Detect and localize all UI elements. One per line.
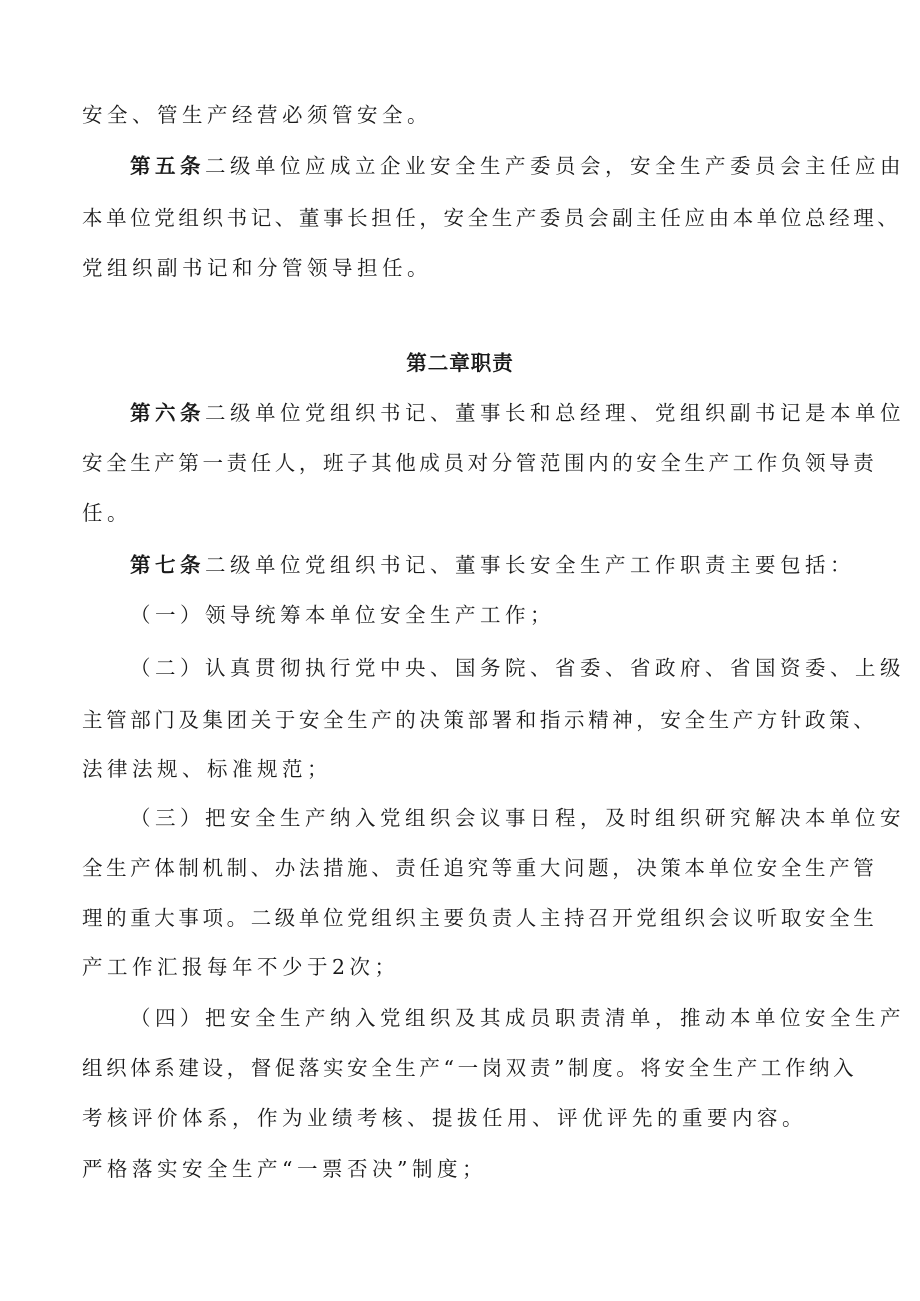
article-5-line-2: 本单位党组织书记、董事长担任，安全生产委员会副主任应由本单位总经理、 <box>82 206 902 230</box>
article-7-item-4-line-4: 严格落实安全生产“一票否决”制度； <box>82 1157 487 1181</box>
article-7-item-3-line-4: 产工作汇报每年不少于2次； <box>82 955 400 979</box>
article-7-item-2-line-2: 主管部门及集团关于安全生产的决策部署和指示精神，安全生产方针政策、 <box>82 708 878 732</box>
article-5-text-1: 二级单位应成立企业安全生产委员会，安全生产委员会主任应由 <box>205 154 905 178</box>
article-7-item-3-line-1: （三）把安全生产纳入党组织会议事日程，及时组织研究解决本单位安 <box>130 806 905 830</box>
article-7-item-3-line-3: 理的重大事项。二级单位党组织主要负责人主持召开党组织会议听取安全生 <box>82 906 878 930</box>
article-7-line-1 <box>130 553 900 577</box>
article-7-item-1: （一）领导统筹本单位安全生产工作； <box>130 603 555 627</box>
article-5-line-3: 党组织副书记和分管领导担任。 <box>82 256 432 280</box>
article-7-item-3-line-2: 全生产体制机制、办法措施、责任追究等重大问题，决策本单位安全生产管 <box>82 856 878 880</box>
article-5-label: 第五条 <box>130 154 205 178</box>
article-7-text-1: 二级单位党组织书记、董事长安全生产工作职责主要包括： <box>205 553 855 577</box>
article-7-item-4-line-1: （四）把安全生产纳入党组织及其成员职责清单，推动本单位安全生产 <box>130 1006 905 1030</box>
article-7-item-4-line-3: 考核评价体系，作为业绩考核、提拔任用、评优评先的重要内容。 <box>82 1106 807 1130</box>
chapter-2-title: 第二章职责 <box>406 351 514 375</box>
article-7-item-2-line-1: （二）认真贯彻执行党中央、国务院、省委、省政府、省国资委、上级 <box>130 656 905 680</box>
article-6-line-3: 任。 <box>82 501 132 525</box>
article-5-line-1 <box>130 154 905 178</box>
article-7-item-4-line-2: 组织体系建设，督促落实安全生产“一岗双责”制度。将安全生产工作纳入 <box>82 1056 858 1080</box>
paragraph-fragment: 安全、管生产经营必须管安全。 <box>82 103 432 127</box>
article-6-label: 第六条 <box>130 401 205 425</box>
article-7-label: 第七条 <box>130 553 205 577</box>
article-7-item-2-line-3: 法律法规、标准规范； <box>82 757 332 781</box>
article-6-text-1: 二级单位党组织书记、董事长和总经理、党组织副书记是本单位 <box>205 401 905 425</box>
article-6-line-2: 安全生产第一责任人，班子其他成员对分管范围内的安全生产工作负领导责 <box>82 451 878 475</box>
article-6-line-1 <box>130 401 905 425</box>
